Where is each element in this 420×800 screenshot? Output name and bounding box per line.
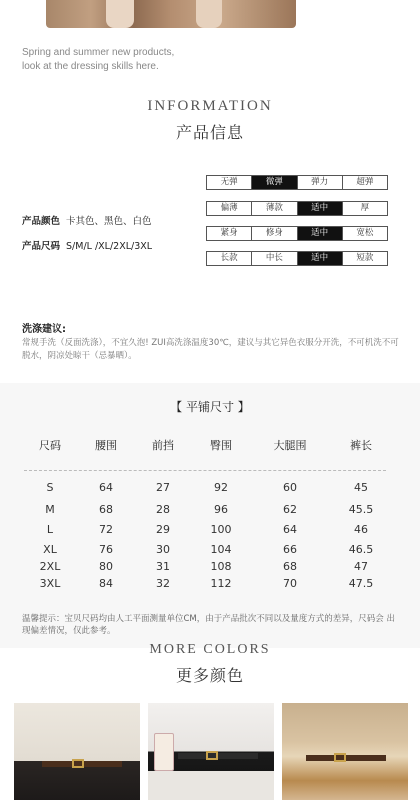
size-cell: 112 (210, 577, 232, 590)
size-cell: 70 (283, 577, 297, 590)
size-header: 裤长 (350, 439, 372, 452)
attr-row-stretch (206, 175, 388, 190)
size-header: 前挡 (152, 439, 174, 452)
product-size (22, 238, 152, 252)
size-cell: XL (43, 543, 57, 556)
attr-option: 适中 (298, 252, 343, 265)
size-cell: 28 (156, 503, 170, 516)
size-cell: 32 (156, 577, 170, 590)
color-photo-white[interactable] (14, 703, 140, 800)
size-cell: 46.5 (348, 543, 374, 556)
size-cell: S (46, 481, 54, 494)
size-cell: 45.5 (348, 503, 374, 516)
attr-option: 厚 (360, 203, 370, 213)
attr-option: 长款 (207, 252, 252, 265)
size-header: 大腿围 (273, 439, 307, 452)
hero-photo (46, 0, 296, 28)
wash-text: 常规手洗（反面洗涤），不宜久泡! ZUI高洗涤温度30℃，建议与其它异色衣服分开洗，不可机洗不可脱水，阴凉处晾干（忌暴晒）。 (22, 338, 399, 361)
size-cell: 60 (283, 481, 297, 494)
size-note: 温馨提示：宝贝尺码均由人工平面测量单位CM，由于产品批次不同以及量度方式的差异，尺码会 出现偏差情况，仅此参考。 (22, 614, 395, 636)
size-cell: 47.5 (348, 577, 374, 590)
attr-option: 超弹 (356, 177, 374, 187)
attr-option: 中长 (252, 252, 297, 265)
tagline-line-2: look at the dressing skills here. (22, 61, 159, 72)
size-cell: 3XL (39, 577, 61, 590)
size-cell: L (46, 523, 54, 536)
information-heading-cn: 产品信息 (175, 123, 244, 142)
more-colors-heading-en: MORE COLORS (149, 642, 271, 657)
size-cell: 68 (283, 560, 297, 573)
belt (306, 755, 386, 761)
attr-row-thickness (206, 201, 388, 216)
product-size-label: 产品尺码 (22, 241, 61, 252)
size-cell: 68 (99, 503, 113, 516)
size-cell: M (45, 503, 55, 516)
attr-option: 偏薄 (207, 202, 252, 215)
attr-option: 适中 (298, 202, 343, 215)
attr-option: 适中 (298, 227, 343, 240)
attr-option: 无弹 (207, 176, 252, 189)
attr-option: 修身 (252, 227, 297, 240)
size-table-divider (24, 470, 386, 471)
belt (178, 753, 258, 759)
hero-image (0, 0, 420, 34)
size-cell: 104 (210, 543, 232, 556)
size-table-title: 【 平铺尺寸 】 (170, 400, 250, 414)
size-header: 臀围 (210, 439, 232, 452)
product-size-value: S/M/L /XL/2XL/3XL (66, 241, 153, 252)
size-cell: 72 (99, 523, 113, 536)
more-colors-heading-cn: 更多颜色 (175, 666, 244, 685)
attr-option: 微弹 (252, 176, 297, 189)
attr-row-fit (206, 226, 388, 241)
size-cell: 76 (99, 543, 113, 556)
attr-option: 薄款 (252, 202, 297, 215)
tagline-line-1: Spring and summer new products, (22, 47, 175, 58)
color-photo-black[interactable] (148, 703, 274, 800)
size-cell: 66 (283, 543, 297, 556)
size-cell: 96 (214, 503, 228, 516)
size-cell: 47 (354, 560, 368, 573)
attr-option: 紧身 (207, 227, 252, 240)
size-cell: 62 (283, 503, 297, 516)
size-cell: 64 (283, 523, 297, 536)
size-cell: 27 (156, 481, 170, 494)
coffee-cup (154, 733, 174, 771)
size-cell: 100 (210, 523, 232, 536)
size-header: 腰围 (95, 439, 117, 452)
attr-option: 短款 (356, 253, 374, 263)
size-cell: 45 (354, 481, 368, 494)
belt-buckle (206, 751, 218, 760)
belt-buckle (72, 759, 84, 768)
size-cell: 30 (156, 543, 170, 556)
attr-option: 宽松 (356, 228, 374, 238)
size-cell: 80 (99, 560, 113, 573)
information-heading-en: INFORMATION (147, 98, 273, 114)
size-header: 尺码 (39, 439, 61, 452)
size-cell: 84 (99, 577, 113, 590)
tagline (22, 46, 174, 74)
attr-option: 弹力 (298, 176, 343, 189)
size-cell: 92 (214, 481, 228, 494)
size-cell: 64 (99, 481, 113, 494)
size-cell: 46 (354, 523, 368, 536)
product-color-value: 卡其色、黑色、白色 (66, 216, 152, 227)
size-cell: 31 (156, 560, 170, 573)
attr-row-length (206, 251, 388, 266)
wash-title: 洗涤建议: (22, 324, 66, 335)
size-cell: 108 (210, 560, 232, 573)
color-photo-khaki[interactable] (282, 703, 408, 800)
size-cell: 2XL (39, 560, 61, 573)
product-color (22, 213, 152, 227)
belt-buckle (334, 753, 346, 762)
product-color-label: 产品颜色 (22, 216, 61, 227)
size-cell: 29 (156, 523, 170, 536)
